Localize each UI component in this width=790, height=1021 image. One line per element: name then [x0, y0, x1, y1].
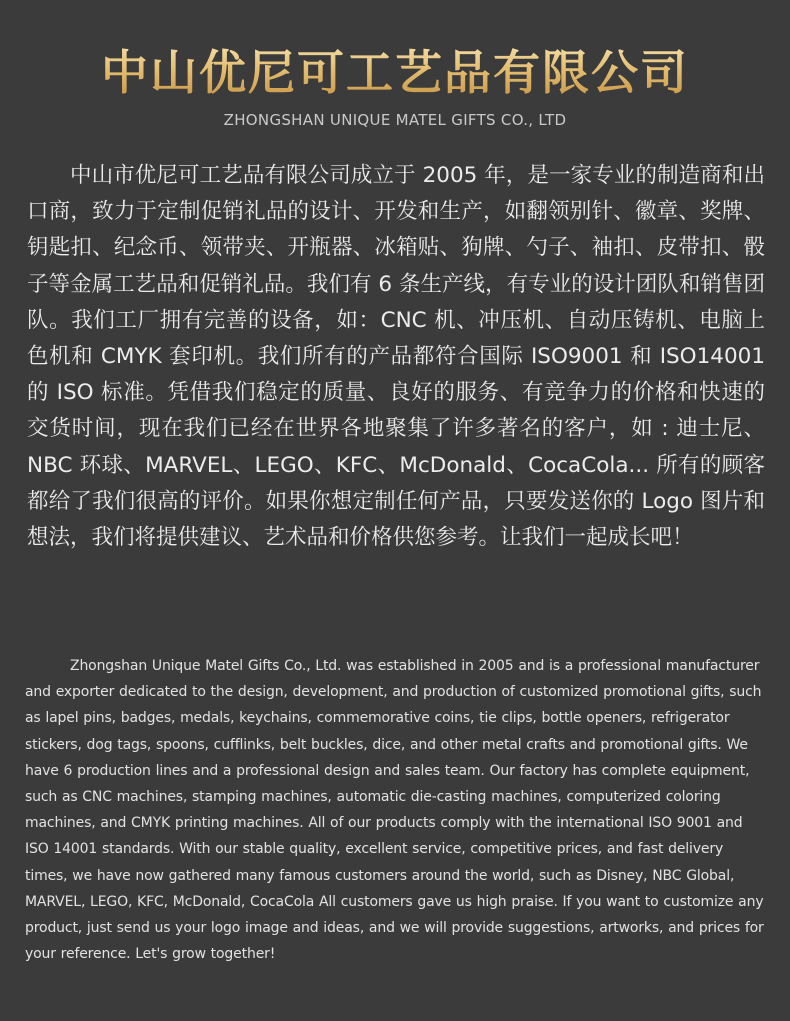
company-intro-english: Zhongshan Unique Matel Gifts Co., Ltd. was established in 2005 and is a professional manufacturer and exporter dedicated to the design, development, and production of customized promotional gifts, such as lapel pins, badges, medals, keychains, commemorative coins, tie clips, bottle openers, refrigerator stickers, dog tags, spoons, cufflinks, belt buckles, dice, and other metal crafts and promotional gifts. We have 6 production lines and a professional design and sales team. Our factory has complete equipment, such as CNC machines, stamping machines, automatic die-casting machines, computerized coloring machines, and CMYK printing machines. All of our products comply with the international ISO 9001 and ISO 14001 standards. With our stable quality, excellent service, competitive prices, and fast delivery times, we have now gathered many famous customers around the world, such as Disney, NBC Global, MARVEL, LEGO, KFC, McDonald, CocaCola All customers gave us high praise. If you want to customize any product, just send us your logo image and ideas, and we will provide suggestions, artworks, and prices for your reference. Let's grow together!: [25, 658, 764, 963]
company-title-en: ZHONGSHAN UNIQUE MATEL GIFTS CO., LTD: [223, 111, 567, 129]
company-intro-chinese: 中山市优尼可工艺品有限公司成立于 2005 年，是一家专业的制造商和出口商，致力于定制促销礼品的设计、开发和生产，如翻领别针、徽章、奖牌、钥匙扣、纪念币、领带夹、开瓶器、冰箱贴、狗牌、勺子、袖扣、皮带扣、骰子等金属工艺品和促销礼品。我们有 6 条生产线，有专业的设计团队和销售团队。我们工厂拥有完善的设备，如：CNC 机、冲压机、自动压铸机、电脑上色机和 CMYK 套印机。我们所有的产品都符合国际 ISO9001 和 ISO14001 的 ISO 标准。凭借我们稳定的质量、良好的服务、有竞争力的价格和快速的交货时间，现在我们已经在世界各地聚集了许多著名的客户，如 : 迪士尼、NBC 环球、MARVEL、LEGO、KFC、McDonald、CocaCola... 所有的顾客都给了我们很高的评价。如果你想定制任何产品，只要发送你的 Logo 图片和想法，我们将提供建议、艺术品和价格供您参考。让我们一起成长吧！: [27, 163, 765, 551]
company-title-cn: 中山优尼可工艺品有限公司: [0, 42, 790, 106]
